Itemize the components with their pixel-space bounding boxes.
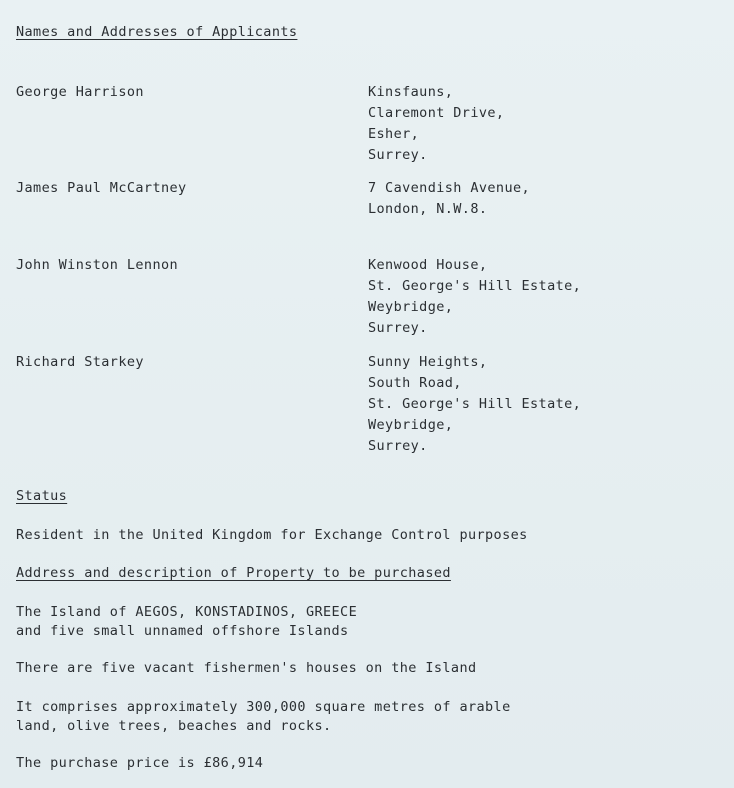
applicant-3-address-line: Surrey. (368, 320, 428, 336)
property-line: and five small unnamed offshore Islands (16, 623, 349, 639)
property-heading: Address and description of Property to be purchased (16, 565, 451, 581)
applicant-4-address-line: Sunny Heights, (368, 354, 488, 370)
applicant-3-address-line: St. George's Hill Estate, (368, 278, 582, 294)
applicant-4-address-line: Weybridge, (368, 417, 454, 433)
applicant-name-3: John Winston Lennon (16, 257, 179, 273)
status-heading: Status (16, 488, 68, 504)
applicant-4-address-line: Surrey. (368, 438, 428, 454)
applicant-1-address-line: Surrey. (368, 147, 428, 163)
applicant-2-address-line: 7 Cavendish Avenue, (368, 180, 531, 196)
applicant-3-address-line: Weybridge, (368, 299, 454, 315)
property-line: It comprises approximately 300,000 square metres of arable (16, 699, 511, 715)
applicant-1-address-line: Claremont Drive, (368, 105, 505, 121)
applicant-4-address-line: St. George's Hill Estate, (368, 396, 582, 412)
property-line: There are five vacant fishermen's houses on the Island (16, 660, 477, 676)
applicant-name-2: James Paul McCartney (16, 180, 187, 196)
property-line: The Island of AEGOS, KONSTADINOS, GREECE (16, 604, 358, 620)
applicant-2-address-line: London, N.W.8. (368, 201, 488, 217)
property-line: land, olive trees, beaches and rocks. (16, 718, 332, 734)
purchase-price-line: The purchase price is £86,914 (16, 755, 264, 771)
applicant-4-address-line: South Road, (368, 375, 462, 391)
applicants-heading: Names and Addresses of Applicants (16, 24, 298, 40)
applicant-1-address-line: Esher, (368, 126, 420, 142)
applicant-name-4: Richard Starkey (16, 354, 144, 370)
status-text: Resident in the United Kingdom for Exchange Control purposes (16, 527, 528, 543)
applicant-name-1: George Harrison (16, 84, 144, 100)
applicant-3-address-line: Kenwood House, (368, 257, 488, 273)
applicant-1-address-line: Kinsfauns, (368, 84, 454, 100)
